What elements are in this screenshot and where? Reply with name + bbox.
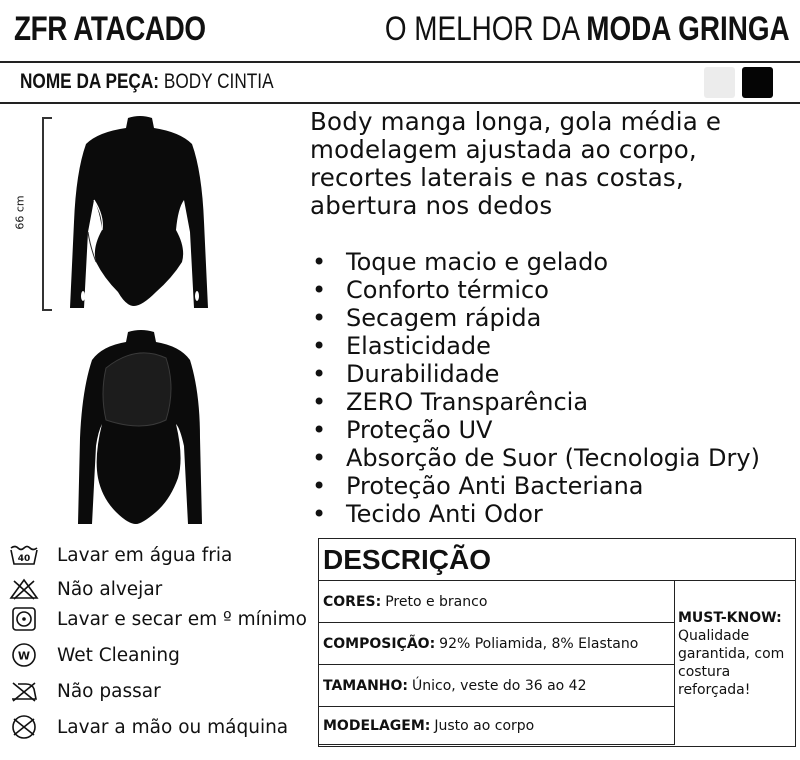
tumble-dry-icon (6, 604, 42, 634)
care-text: Wet Cleaning (57, 644, 180, 666)
feature-list (310, 248, 790, 528)
bullet: • (312, 388, 327, 416)
feature-item (310, 416, 790, 444)
feature-item (310, 444, 790, 472)
care-item (6, 640, 180, 670)
feature-item (310, 304, 790, 332)
measurement-label: 66 cm (13, 195, 27, 230)
row-label: MODELAGEM: (323, 717, 431, 734)
no-bleach-icon (6, 574, 42, 604)
tagline-regular: O MELHOR DA (385, 10, 587, 48)
bullet: • (312, 416, 327, 444)
feature-item (310, 332, 790, 360)
no-iron-icon (6, 676, 42, 706)
feature-item (310, 500, 790, 528)
bullet: • (312, 332, 327, 360)
table-row-size (319, 665, 674, 707)
table-row-colors (319, 581, 674, 623)
feature-text: Proteção UV (346, 416, 493, 444)
bullet: • (312, 248, 327, 276)
care-item (6, 676, 161, 706)
care-text: Lavar a mão ou máquina (57, 716, 289, 738)
piece-name-row (20, 70, 274, 94)
care-item (6, 712, 288, 742)
svg-text:W: W (17, 649, 31, 663)
brand-title: ZFR ATACADO (14, 10, 206, 48)
svg-text:40: 40 (17, 554, 31, 564)
bullet: • (312, 472, 327, 500)
row-label: COMPOSIÇÃO: (323, 635, 436, 652)
piece-name-label: NOME DA PEÇA: (20, 70, 160, 93)
care-item (6, 540, 232, 570)
feature-item (310, 360, 790, 388)
must-know-label: MUST-KNOW: (678, 610, 782, 626)
no-wash-icon (6, 712, 42, 742)
bullet: • (312, 444, 327, 472)
bullet: • (312, 304, 327, 332)
measurement-ruler (40, 117, 52, 311)
bullet: • (312, 276, 327, 304)
bullet: • (312, 500, 327, 528)
bullet: • (312, 360, 327, 388)
care-item (6, 604, 307, 634)
color-swatch-black[interactable] (742, 67, 773, 98)
row-label: CORES: (323, 593, 382, 610)
wet-cleaning-icon (6, 640, 42, 670)
garment-back-image (66, 328, 216, 528)
table-title: DESCRIÇÃO (319, 539, 795, 581)
feature-text: Absorção de Suor (Tecnologia Dry) (346, 444, 760, 472)
wash-40-icon (6, 540, 42, 570)
care-item (6, 574, 162, 604)
feature-item (310, 248, 790, 276)
feature-item (310, 276, 790, 304)
header-divider (0, 61, 800, 63)
feature-text: Proteção Anti Bacteriana (346, 472, 644, 500)
care-text: Lavar e secar em º mínimo (57, 608, 307, 630)
care-text: Não passar (57, 680, 161, 702)
feature-item (310, 472, 790, 500)
care-text: Não alvejar (57, 578, 163, 600)
must-know-box (674, 581, 795, 745)
care-text: Lavar em água fria (57, 544, 233, 566)
must-know-text: Qualidade garantida, com costura reforçada! (678, 628, 785, 698)
row-label: TAMANHO: (323, 677, 408, 694)
garment-front-image (60, 112, 220, 317)
piece-name-value: BODY CINTIA (163, 70, 274, 93)
product-description: Body manga longa, gola média e modelagem ajustada ao corpo, recortes laterais e nas costas, abertura nos dedos (310, 107, 722, 220)
description-table (318, 538, 796, 747)
row-value: 92% Poliamida, 8% Elastano (439, 635, 639, 652)
row-value: Preto e branco (385, 593, 488, 610)
row-value: Justo ao corpo (434, 717, 535, 734)
feature-text: Elasticidade (346, 332, 491, 360)
tagline-bold: MODA GRINGA (586, 10, 790, 48)
feature-text: Durabilidade (346, 360, 500, 388)
feature-text: Toque macio e gelado (346, 248, 609, 276)
feature-text: ZERO Transparência (346, 388, 589, 416)
feature-text: Tecido Anti Odor (346, 500, 543, 528)
piece-divider (0, 102, 800, 104)
tagline (385, 10, 790, 49)
table-row-fit (319, 707, 674, 745)
row-value: Único, veste do 36 ao 42 (412, 677, 587, 694)
feature-text: Secagem rápida (346, 304, 542, 332)
color-swatch-white[interactable] (704, 67, 735, 98)
table-row-composition (319, 623, 674, 665)
feature-text: Conforto térmico (346, 276, 549, 304)
feature-item (310, 388, 790, 416)
